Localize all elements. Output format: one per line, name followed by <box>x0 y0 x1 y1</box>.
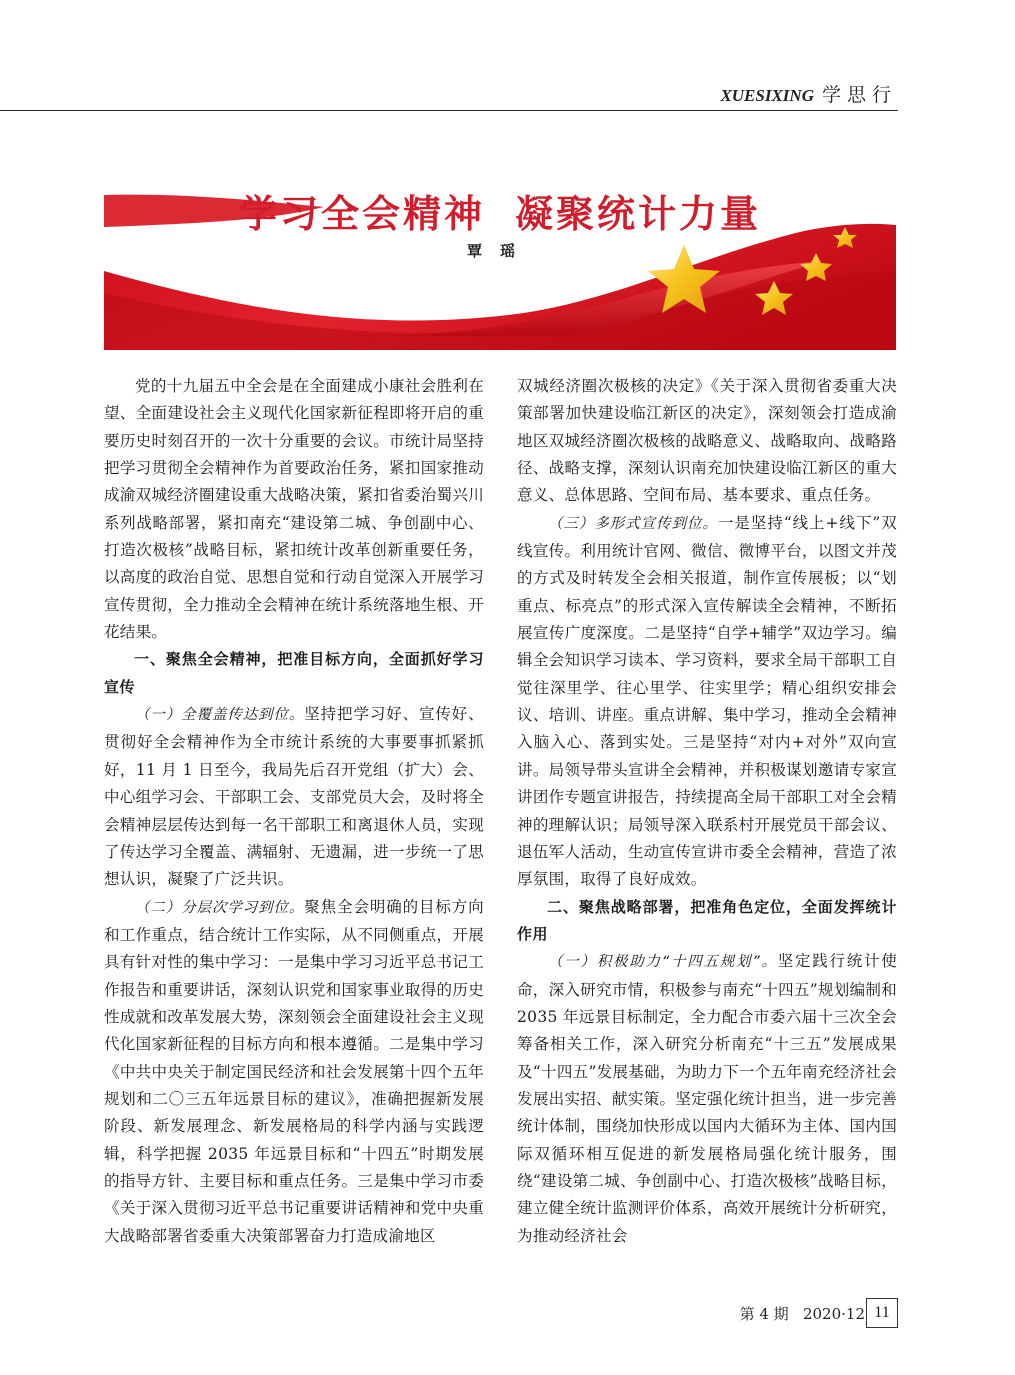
paragraph-1-2: （二）分层次学习到位。聚焦全会明确的目标方向和工作重点，结合统计工作实际，从不同侧重点，开展具有针对性的集中学习：一是集中学习习近平总书记工作报告和重要讲话，深刻认识党和国家事业取得的历史性成就和改革发展大势，深刻领会全面建设社会主义现代化国家新征程的目标方向和根本遵循。二是集中学习《中共中央关于制定国民经济和社会发展第十四个五年规划和二〇三五年远景目标的建议》，准确把握新发展阶段、新发展理念、新发展格局的科学内涵与实践逻辑，科学把握 2035 年远景目标和“十四五”时期发展的指导方针、主要目标和重点任务。三是集中学习市委《关于深入贯彻习近平总书记重要讲话精神和党中央重大战略部署省委重大决策部署奋力打造成渝地区 <box>104 897 484 1245</box>
subheading-1-3: （三）多形式宣传到位。 <box>548 515 718 532</box>
magazine-brand <box>720 80 897 107</box>
paragraph-intro: 党的十九届五中全会是在全面建成小康社会胜利在望、全面建设社会主义现代化国家新征程即将开启的重要历史时刻召开的一次十分重要的会议。市统计局坚持把学习贯彻全会精神作为首要政治任务，紧扣国家推动成渝双城经济圈建设重大战略决策，紧扣省委治蜀兴川系列战略部署，紧扣南充“建设第二城、争创副中心、打造次极核”战略目标，紧扣统计改革创新重要任务，以高度的政治自觉、思想自觉和行动自觉深入开展学习宣传贯彻，全力推动全会精神在统计系统落地生根、开花结果。 <box>104 377 484 642</box>
paragraph-continued: 双城经济圈次极核的决定》《关于深入贯彻省委重大决策部署加快建设临江新区的决定》，深刻领会打造成渝地区双城经济圈次极核的战略意义、战略取向、战略路径、战略支撑，深刻认识南充加快建设临江新区的重大意义、总体思路、空间布局、基本要求、重点任务。 <box>517 377 897 505</box>
section-heading-2: 二、聚焦战略部署，把准角色定位，全面发挥统计作用 <box>517 897 897 943</box>
paragraph-1-3: （三）多形式宣传到位。一是坚持“线上+线下”双线宣传。利用统计官网、微信、微博平台，以图文并茂的方式及时转发全会相关报道，制作宣传展板；以“划重点、标亮点”的形式深入宣传解读全会精神，不断拓展宣传广度深度。二是坚持“自学+辅学”双边学习。编辑全会知识学习读本、学习资料，要求全局干部职工自觉往深里学、往心里学、往实里学；精心组织安排会议、培训、讲座。重点讲解、集中学习，推动全会精神入脑入心、落到实处。三是坚持“对内+对外”双向宣讲。局领导带头宣讲全会精神，并积极谋划邀请专家宣讲团作专题宣讲报告，持续提高全局干部职工对全会精神的理解认识；局领导深入联系村开展党员干部会议、退伍军人活动，生动宣传宣讲市委全会精神，营造了浓厚氛围，取得了良好成效。 <box>517 513 897 889</box>
subheading-1-1: （一）全覆盖传达到位。 <box>135 707 305 724</box>
header-rule <box>0 110 898 111</box>
title-part-2: 凝聚统计力量 <box>515 191 762 236</box>
subheading-2-1: （一）积极助力“十四五规划”。 <box>548 954 778 971</box>
page-number: 11 <box>866 1298 898 1328</box>
paragraph-2-1: （一）积极助力“十四五规划”。坚定践行统计使命，深入研究市情，积极参与南充“十四五”规划编制和 2035 年远景目标制定，全力配合市委六届十三次全会筹备相关工作，深入研究分析南充“十三五”发展成果及“十四五”发展基础，为助力下一个五年南充经济社会发展出实招、献实策。坚定强化统计担当，进一步完善统计体制，围绕加快形成以国内大循环为主体、国内国际双循环相互促进的新发展格局强化统计服务，围绕“建设第二城、争创副中心、打造次极核”战略目标，建立健全统计监测评价体系，高效开展统计分析研究，为推动经济社会 <box>517 952 897 1245</box>
issue-info <box>740 1303 865 1324</box>
issue-number: 第 4 期 <box>739 1305 789 1323</box>
issue-date: 2020·12 <box>802 1305 865 1323</box>
right-column <box>517 373 897 1250</box>
article-author: 覃瑶 <box>466 242 533 260</box>
section-heading-1: 一、聚焦全会精神，把准目标方向，全面抓好学习宣传 <box>104 650 484 696</box>
paragraph-1-1: （一）全覆盖传达到位。坚持把学习好、宣传好、贯彻好全会精神作为全市统计系统的大事要事抓紧抓好，11 月 1 日至今，我局先后召开党组（扩大）会、中心组学习会、干部职工会、支部党员大会，及时将全会精神层层传达到每一名干部职工和离退休人员，实现了传达学习全覆盖、满辐射、无遗漏，进一步统一了思想认识，凝聚了广泛共识。 <box>104 705 484 889</box>
title-part-1: 学习全会精神 <box>238 191 485 236</box>
subheading-1-2: （二）分层次学习到位。 <box>135 899 305 916</box>
left-column <box>104 373 484 1250</box>
brand-chinese: 学思行 <box>821 84 897 106</box>
article-title <box>104 183 896 238</box>
brand-latin: XUESIXING <box>720 86 814 105</box>
